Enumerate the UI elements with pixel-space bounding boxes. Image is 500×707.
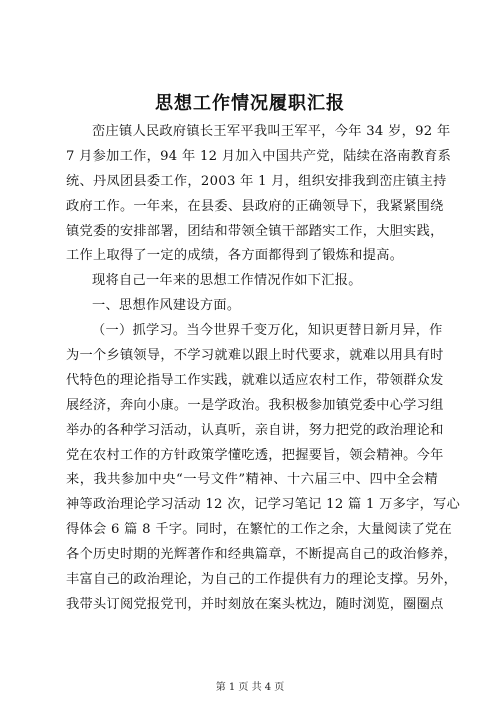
paragraph-line: 工作上取得了一定的成绩，各方面都得到了锻炼和提高。 <box>66 248 404 264</box>
paragraph-line: 峦庄镇人民政府镇长王军平我叫王军平，今年 34 岁，92 年 <box>92 124 451 139</box>
paragraph-line: 举办的各种学习活动，认真听，亲自讲，努力把党的政治理论和 <box>66 422 444 438</box>
paragraph-line: 丰富自己的政治理论，为自己的工作提供有力的理论支撑。另外， <box>66 572 458 588</box>
paragraph-line: 各个历史时期的光辉著作和经典篇章，不断提高自己的政治修养， <box>66 547 458 563</box>
section-heading: 一、思想作风建设方面。 <box>92 298 241 314</box>
paragraph-line: 统、丹凤团县委工作，2003 年 1 月，组织安排我到峦庄镇主持 <box>66 173 447 189</box>
page-footer: 第 1 页 共 4 页 <box>215 682 285 693</box>
paragraph-line: 神等政治理论学习活动 12 次，记学习笔记 12 篇 1 万多字，写心 <box>66 497 461 513</box>
paragraph-line: 展经济，奔向小康。一是学政治。我积极参加镇党委中心学习组 <box>66 397 444 413</box>
paragraph-line: 7 月参加工作，94 年 12 月加入中国共产党，陆续在洛南教育系 <box>66 148 452 164</box>
paragraph-line: 代特色的理论指导工作实践，就难以适应农村工作，带领群众发 <box>66 372 444 388</box>
paragraph-line: 我带头订阅党报党刊，并时刻放在案头枕边，随时浏览，圈圈点 <box>66 596 444 612</box>
paragraph-line: 镇党委的安排部署，团结和带领全镇干部踏实工作，大胆实践， <box>66 223 444 239</box>
paragraph-line: 党在农村工作的方针政策学懂吃透，把握要旨，领会精神。今年 <box>66 447 444 463</box>
document-title: 思想工作情况履职汇报 <box>155 93 345 114</box>
paragraph-line: 为一个乡镇领导，不学习就难以跟上时代要求，就难以用具有时 <box>66 348 444 364</box>
paragraph-line: 来，我共参加中央“一号文件”精神、十六届三中、四中全会精 <box>66 472 438 488</box>
paragraph-line: 现将自己一年来的思想工作情况作如下汇报。 <box>92 273 362 289</box>
document-body <box>66 120 461 618</box>
paragraph-line: 得体会 6 篇 8 千字。同时，在繁忙的工作之余，大量阅读了党在 <box>66 522 453 538</box>
paragraph-line: 政府工作。一年来，在县委、县政府的正确领导下，我紧紧围绕 <box>66 198 444 214</box>
paragraph-line: （一）抓学习。当今世界千变万化，知识更替日新月异，作 <box>92 323 443 339</box>
